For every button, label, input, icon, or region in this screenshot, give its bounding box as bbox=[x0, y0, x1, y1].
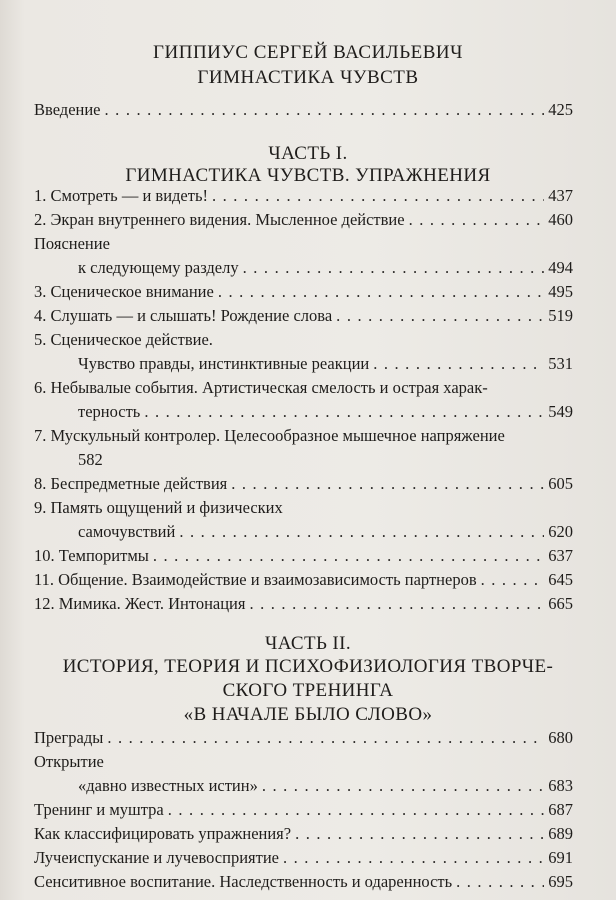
toc-entry-title[interactable]: Открытие bbox=[34, 752, 104, 771]
toc-entry-title[interactable]: 6. Небывалые события. Артистическая смелость и острая харак- bbox=[34, 378, 488, 397]
toc-entry[interactable] bbox=[34, 798, 573, 822]
toc-entry-title[interactable]: 7. Мускульный контролер. Целесообразное мышечное напряжение bbox=[34, 426, 505, 445]
part2-title-line2: СКОГО ТРЕНИНГА bbox=[222, 680, 394, 701]
toc-entry-page: 425 bbox=[548, 100, 573, 119]
toc-entry-title: Как классифицировать упражнения? bbox=[34, 824, 292, 843]
toc-entry-page: 689 bbox=[548, 824, 573, 843]
toc-leader-dots bbox=[409, 208, 545, 232]
toc-entry-title: Введение bbox=[34, 100, 101, 119]
toc-entry-page: 645 bbox=[548, 570, 573, 589]
part1-label: ЧАСТЬ I. bbox=[268, 143, 348, 164]
author-name: ГИППИУС СЕРГЕЙ ВАСИЛЬЕВИЧ bbox=[153, 42, 463, 63]
toc-entry-page: 519 bbox=[548, 306, 573, 325]
toc-entry-page: 695 bbox=[548, 872, 573, 891]
toc-entry-page: 494 bbox=[548, 258, 573, 277]
toc-leader-dots bbox=[283, 846, 544, 870]
toc-leader-dots bbox=[179, 520, 544, 544]
toc-entry-page: 460 bbox=[548, 210, 573, 229]
toc-entry-title: Преграды bbox=[34, 728, 104, 747]
toc-entry[interactable] bbox=[78, 400, 573, 424]
toc-entry-page: 531 bbox=[548, 354, 573, 373]
page-header bbox=[0, 40, 616, 90]
toc-leader-dots bbox=[295, 822, 544, 846]
toc-entry[interactable] bbox=[78, 352, 573, 376]
toc-leader-dots bbox=[262, 774, 544, 798]
toc-entry[interactable] bbox=[34, 822, 573, 846]
toc-entry-title: 2. Экран внутреннего видения. Мысленное действие bbox=[34, 210, 405, 229]
toc-entry-page: 691 bbox=[548, 848, 573, 867]
toc-entry[interactable] bbox=[34, 846, 573, 870]
toc-entry[interactable] bbox=[34, 544, 573, 568]
toc-leader-dots bbox=[168, 798, 545, 822]
toc-entry-title[interactable]: 5. Сценическое действие. bbox=[34, 330, 213, 349]
toc-leader-dots bbox=[243, 256, 545, 280]
toc-entry[interactable] bbox=[34, 592, 573, 616]
toc-leader-dots bbox=[336, 304, 544, 328]
toc-entry-page: 495 bbox=[548, 282, 573, 301]
toc-entry-page: 683 bbox=[548, 776, 573, 795]
toc-entry-page[interactable]: 582 bbox=[78, 450, 103, 469]
toc-entry-title: Тренинг и муштра bbox=[34, 800, 164, 819]
part2-subtitle: «В НАЧАЛЕ БЫЛО СЛОВО» bbox=[183, 704, 433, 725]
toc-leader-dots bbox=[481, 568, 545, 592]
toc-leader-dots bbox=[249, 592, 544, 616]
toc-entry[interactable] bbox=[34, 870, 573, 894]
toc-entry-title[interactable]: Пояснение bbox=[34, 234, 110, 253]
part1-title: ГИМНАСТИКА ЧУВСТВ. УПРАЖНЕНИЯ bbox=[125, 165, 491, 186]
toc-leader-dots bbox=[105, 98, 545, 122]
toc-entry-title: «давно известных истин» bbox=[78, 776, 258, 795]
toc-entry[interactable] bbox=[34, 726, 573, 750]
book-title: ГИМНАСТИКА ЧУВСТВ bbox=[197, 67, 419, 88]
toc-entry-title: 4. Слушать — и слышать! Рождение слова bbox=[34, 306, 333, 325]
toc-entry-intro[interactable] bbox=[34, 98, 573, 122]
toc-entry-page: 437 bbox=[548, 186, 573, 205]
toc-leader-dots bbox=[144, 400, 544, 424]
toc-leader-dots bbox=[373, 352, 544, 376]
toc-leader-dots bbox=[153, 544, 544, 568]
part2-title-line1: ИСТОРИЯ, ТЕОРИЯ И ПСИХОФИЗИОЛОГИЯ ТВОРЧЕ- bbox=[62, 656, 554, 677]
toc-entry-title: к следующему разделу bbox=[78, 258, 239, 277]
toc-entry[interactable] bbox=[34, 280, 573, 304]
toc-entry-title: Сенситивное воспитание. Наследственность и одаренность bbox=[34, 872, 453, 891]
toc-leader-dots bbox=[212, 184, 544, 208]
toc-entry-page: 620 bbox=[548, 522, 573, 541]
toc-entry-title: 3. Сценическое внимание bbox=[34, 282, 214, 301]
toc-entry-title: 1. Смотреть — и видеть! bbox=[34, 186, 208, 205]
toc-leader-dots bbox=[456, 870, 544, 894]
toc-entry-title: 10. Темпоритмы bbox=[34, 546, 149, 565]
toc-entry-page: 665 bbox=[548, 594, 573, 613]
toc-entry[interactable] bbox=[34, 208, 573, 232]
toc-entry-title[interactable]: 9. Память ощущений и физических bbox=[34, 498, 283, 517]
toc-entry-title: самочувствий bbox=[78, 522, 176, 541]
toc-entry-title: Лучеиспускание и лучевосприятие bbox=[34, 848, 279, 867]
toc-entry[interactable] bbox=[34, 304, 573, 328]
toc-entry[interactable] bbox=[78, 520, 573, 544]
toc-entry-title: 11. Общение. Взаимодействие и взаимозависимость партнеров bbox=[34, 570, 477, 589]
toc-entry-title: терность bbox=[78, 402, 141, 421]
toc-entry-page: 687 bbox=[548, 800, 573, 819]
part2-label: ЧАСТЬ II. bbox=[264, 633, 352, 654]
toc-entry[interactable] bbox=[34, 184, 573, 208]
toc-entry-title: 8. Беспредметные действия bbox=[34, 474, 228, 493]
toc-entry-page: 680 bbox=[548, 728, 573, 747]
toc-entry-page: 605 bbox=[548, 474, 573, 493]
toc-entry[interactable] bbox=[34, 472, 573, 496]
toc-entry-title: 12. Мимика. Жест. Интонация bbox=[34, 594, 246, 613]
toc-entry[interactable] bbox=[34, 568, 573, 592]
toc-leader-dots bbox=[231, 472, 544, 496]
toc-leader-dots bbox=[218, 280, 544, 304]
toc-leader-dots bbox=[107, 726, 544, 750]
toc-entry[interactable] bbox=[78, 256, 573, 280]
toc-entry-page: 549 bbox=[548, 402, 573, 421]
toc-entry-title: Чувство правды, инстинктивные реакции bbox=[78, 354, 370, 373]
toc-entry-page: 637 bbox=[548, 546, 573, 565]
toc-entry[interactable] bbox=[78, 774, 573, 798]
